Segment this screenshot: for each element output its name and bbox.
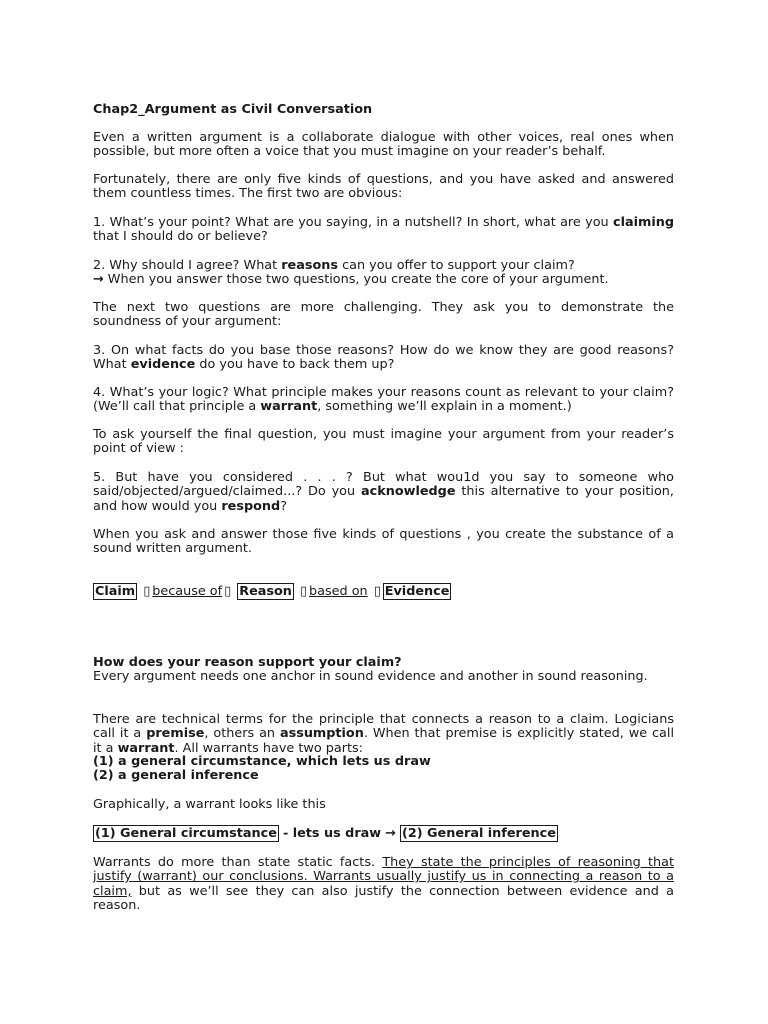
lets-us-draw-label: - lets us draw <box>282 826 382 841</box>
final-question-paragraph: To ask yourself the final question, you must imagine your argument from your reader’s point of view : <box>93 427 674 457</box>
question-5: 5. But have you considered . . . ? But what wou1d you say to someone who said/objected/argued/claimed...? Do you acknowledge this alternative to your position, and how would you respond? <box>93 470 674 514</box>
right-arrow-icon: → <box>385 826 396 841</box>
warrant-diagram <box>93 827 674 841</box>
general-circumstance-box: (1) General circumstance <box>95 826 277 841</box>
graphically-sentence: Graphically, a warrant looks like this <box>93 797 326 812</box>
technical-terms-paragraph: There are technical terms for the principle that connects a reason to a claim. Logicians call it a premise, others an assumption. When that premise is explicitly stated, we call it a warrant. All warrants have two parts: <box>93 712 674 756</box>
missing-glyph-icon: ▯ <box>299 584 308 599</box>
warrant-part-2: (2) a general inference <box>93 768 259 784</box>
missing-glyph-icon: ▯ <box>224 584 232 599</box>
based-on-label: based on <box>309 584 368 599</box>
right-arrow-icon: → <box>93 272 104 288</box>
warrant-part-1: (1) a general circumstance, which lets us draw <box>93 754 431 769</box>
closing-paragraph: Warrants do more than state static facts. They state the principles of reasoning that justify (warrant) our conclusions. Warrants usually justify us in connecting a reason to a claim, but as we’ll see they can also justify the connection between evidence and a reason. <box>93 855 674 913</box>
claim-box: Claim <box>95 584 136 599</box>
because-of-label: because of <box>152 584 223 599</box>
substance-paragraph: When you ask and answer those five kinds of questions , you create the substance of a sound written argument. <box>93 527 674 557</box>
question-3: 3. On what facts do you base those reasons? How do we know they are good reasons? What evidence do you have to back them up? <box>93 343 674 373</box>
evidence-box: Evidence <box>384 584 450 599</box>
section-heading: How does your reason support your claim? <box>93 655 402 670</box>
warrant-parts <box>93 755 674 784</box>
five-questions-paragraph: Fortunately, there are only five kinds of questions, and you have asked and answered them countless times. The first two are obvious: <box>93 172 674 202</box>
reason-box: Reason <box>239 584 292 599</box>
missing-glyph-icon: ▯ <box>143 584 151 599</box>
anchor-sentence: Every argument needs one anchor in sound evidence and another in sound reasoning. <box>93 669 648 685</box>
intro-paragraph: Even a written argument is a collaborate dialogue with other voices, real ones when possible, but more often a voice that you must imagine on your reader’s behalf. <box>93 130 674 160</box>
question-2: 2. Why should I agree? What reasons can you offer to support your claim? → When you answer those two questions, you create the core of your argument. <box>93 258 609 288</box>
general-inference-box: (2) General inference <box>401 826 556 841</box>
reason-support-section <box>93 656 674 685</box>
document-title: Chap2_Argument as Civil Conversation <box>93 102 373 117</box>
question-1: 1. What’s your point? What are you saying, in a nutshell? In short, what are you claiming that I should do or believe? <box>93 215 674 245</box>
missing-glyph-icon: ▯ <box>373 584 381 599</box>
argument-formula <box>93 585 674 599</box>
underlined-passage: They state the principles of reasoning that justify (warrant) our conclusions. Warrants usually justify us in connecting a reason to a claim, <box>93 855 674 899</box>
question-4: 4. What’s your logic? What principle makes your reasons count as relevant to your claim? (We’ll call that principle a warrant, something we’ll explain in a moment.) <box>93 385 674 415</box>
next-two-paragraph: The next two questions are more challenging. They ask you to demonstrate the soundness of your argument: <box>93 300 674 330</box>
